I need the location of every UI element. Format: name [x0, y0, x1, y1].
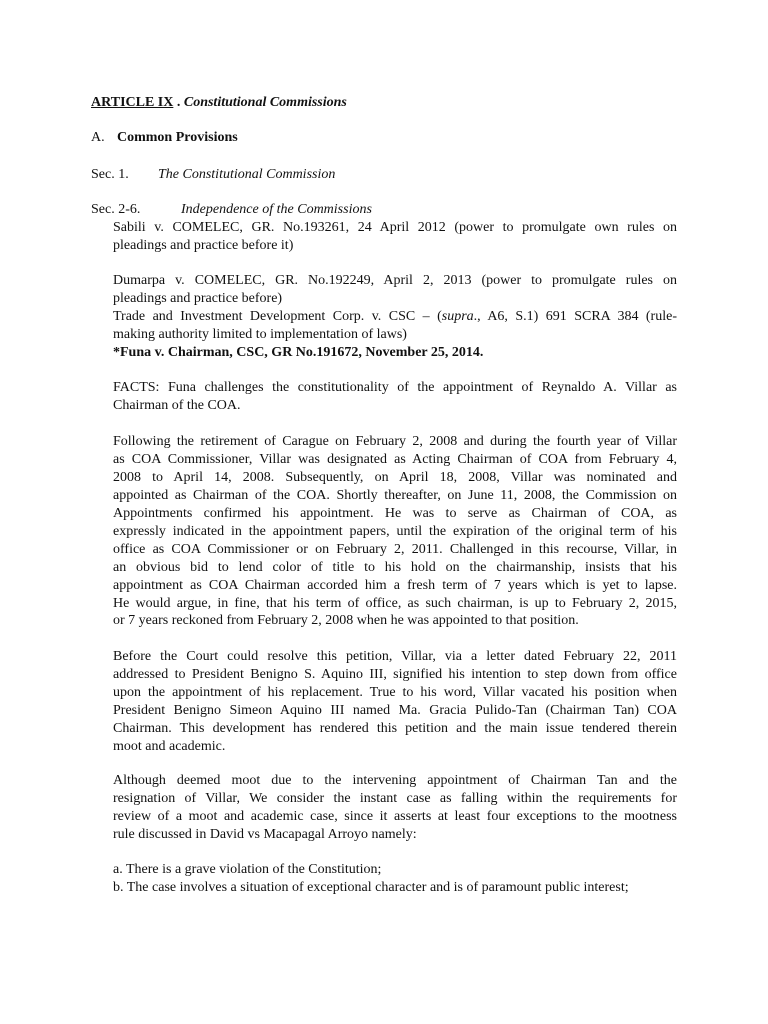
para1-line: appointed as Chairman of the COA. Shortly thereafter, on June 11, 2008, the Commission on: [113, 488, 677, 503]
section-a-heading: [91, 129, 238, 147]
para1-line: or 7 years reckoned from February 2, 2008 when he was appointed to that position.: [113, 613, 579, 628]
case-sabili-line1: Sabili v. COMELEC, GR. No.193261, 24 April 2012 (power to promulgate own rules on: [113, 220, 677, 235]
sec2-label: Sec. 2-6.: [91, 202, 141, 217]
case-funa: *Funa v. Chairman, CSC, GR No.191672, November 25, 2014.: [113, 345, 484, 360]
case-trade-text-b: ., A6, S.1) 691 SCRA 384 (rule-: [473, 309, 677, 324]
case-trade-line2: making authority limited to implementation of laws): [113, 327, 407, 342]
para3-line: Although deemed moot due to the intervening appointment of Chairman Tan and the: [113, 773, 677, 788]
para1-line: expressly indicated in the appointment papers, until the expiration of the original term of his: [113, 524, 677, 539]
article-title: Constitutional Commissions: [183, 95, 347, 110]
para1-line: as COA Commissioner, Villar was designated as Acting Chairman of COA from February 4,: [113, 452, 677, 467]
para2-line: moot and academic.: [113, 739, 226, 754]
heading-separator: .: [173, 95, 184, 110]
sec1-label: Sec. 1.: [91, 167, 129, 182]
facts-line1: FACTS: Funa challenges the constitutionality of the appointment of Reynaldo A. Villar as: [113, 380, 677, 395]
facts-line2: Chairman of the COA.: [113, 398, 241, 413]
para2-line: Chairman. This development has rendered this petition and the main issue tendered therein: [113, 721, 677, 736]
section-letter: A.: [91, 130, 105, 145]
para2-line: upon the appointment of his replacement. True to his word, Villar vacated his position when: [113, 685, 677, 700]
para2-line: President Benigno Simeon Aquino III named Ma. Gracia Pulido-Tan (Chairman Tan) COA: [113, 703, 677, 718]
case-dumarpa-line2: pleadings and practice before): [113, 291, 283, 306]
para2-line: Before the Court could resolve this petition, Villar, via a letter dated February 22, 2011: [113, 649, 677, 664]
case-trade-line1: [113, 308, 677, 326]
para3-line: resignation of Villar, We consider the instant case as falling within the requirements for: [113, 791, 677, 806]
list-item: b. The case involves a situation of exceptional character and is of paramount public interest;: [113, 880, 629, 895]
para1-line: appointment as COA Chairman accorded him a fresh term of 7 years which is yet to lapse.: [113, 578, 677, 593]
para1-line: an obvious bid to lend color of title to his hold on the chairmanship, insists that his: [113, 560, 677, 575]
case-trade-text-a: Trade and Investment Development Corp. v. CSC – (: [113, 309, 442, 324]
para1-line: office as COA Commissioner or on February 2, 2011. Challenged in this recourse, Villar, in: [113, 542, 677, 557]
sec1-heading: [91, 166, 336, 184]
case-dumarpa-line1: Dumarpa v. COMELEC, GR. No.192249, April 2, 2013 (power to promulgate rules on: [113, 273, 677, 288]
para1-line: 2008 to April 14, 2008. Subsequently, on April 18, 2008, Villar was nominated and: [113, 470, 677, 485]
para1-line: Appointments confirmed his appointment. He was to serve as Chairman of COA, as: [113, 506, 677, 521]
para3-line: rule discussed in David vs Macapagal Arroyo namely:: [113, 827, 417, 842]
sec2-heading: [91, 201, 372, 219]
section-title: Common Provisions: [117, 130, 238, 145]
sec2-title: Independence of the Commissions: [181, 202, 372, 217]
sec1-title: The Constitutional Commission: [158, 167, 336, 182]
para2-line: addressed to President Benigno S. Aquino III, signified his intention to step down from office: [113, 667, 677, 682]
article-number: ARTICLE IX: [91, 95, 174, 110]
article-heading: [91, 94, 347, 112]
para1-line: Following the retirement of Carague on February 2, 2008 and during the fourth year of Villar: [113, 434, 677, 449]
para3-line: review of a moot and academic case, since it asserts at least four exceptions to the mootness: [113, 809, 677, 824]
case-trade-supra: supra: [441, 309, 474, 324]
case-sabili-line2: pleadings and practice before it): [113, 238, 294, 253]
list-item: a. There is a grave violation of the Constitution;: [113, 862, 382, 877]
para1-line: He would argue, in fine, that his term of office, as such chairman, is up to February 2, 2015,: [113, 596, 677, 611]
